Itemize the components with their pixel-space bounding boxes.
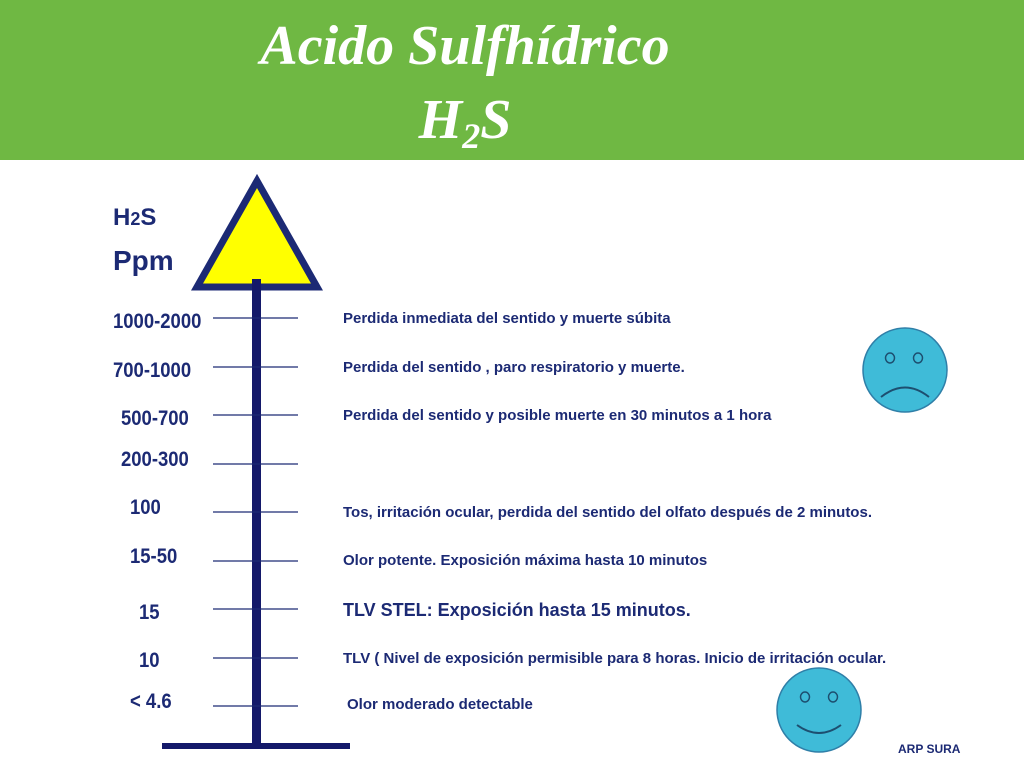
scale-base xyxy=(162,743,350,749)
ppm-level-10: 10 xyxy=(139,649,160,672)
ppm-level-15: 15 xyxy=(139,601,160,624)
warning-triangle-icon xyxy=(197,181,317,287)
effect-description: TLV STEL: Exposición hasta 15 minutos. xyxy=(343,600,691,620)
effect-description: Olor moderado detectable xyxy=(347,696,533,713)
effect-description: Tos, irritación ocular, perdida del sentido del olfato después de 2 minutos. xyxy=(343,504,872,521)
ppm-level-500-700: 500-700 xyxy=(121,407,189,430)
ppm-level-lt-4-6: < 4.6 xyxy=(130,690,172,713)
unit-label: Ppm xyxy=(113,245,174,276)
ppm-level-1000-2000: 1000-2000 xyxy=(113,310,202,333)
effect-description: Perdida del sentido y posible muerte en 30 minutos a 1 hora xyxy=(343,407,772,424)
footer-credit: ARP SURA xyxy=(898,742,961,756)
ppm-level-15-50: 15-50 xyxy=(130,545,178,568)
effect-description: Perdida inmediata del sentido y muerte súbita xyxy=(343,310,671,327)
ppm-level-100: 100 xyxy=(130,496,161,519)
effect-description: TLV ( Nivel de exposición permisible para 8 horas. Inicio de irritación ocular. xyxy=(343,650,887,667)
title-formula: $H_2S$ xyxy=(418,89,512,156)
scale-bar xyxy=(252,279,261,747)
effect-description: Perdida del sentido , paro respiratorio y muerte. xyxy=(343,359,685,376)
effect-description: Olor potente. Exposición máxima hasta 10 minutos xyxy=(343,552,708,569)
ppm-level-200-300: 200-300 xyxy=(121,448,189,471)
happy-face-icon xyxy=(777,668,861,752)
sad-face-icon xyxy=(863,328,947,412)
ppm-level-700-1000: 700-1000 xyxy=(113,359,192,382)
unit-formula: H2S xyxy=(113,204,157,231)
page-title: Acido Sulfhídrico xyxy=(260,15,670,77)
